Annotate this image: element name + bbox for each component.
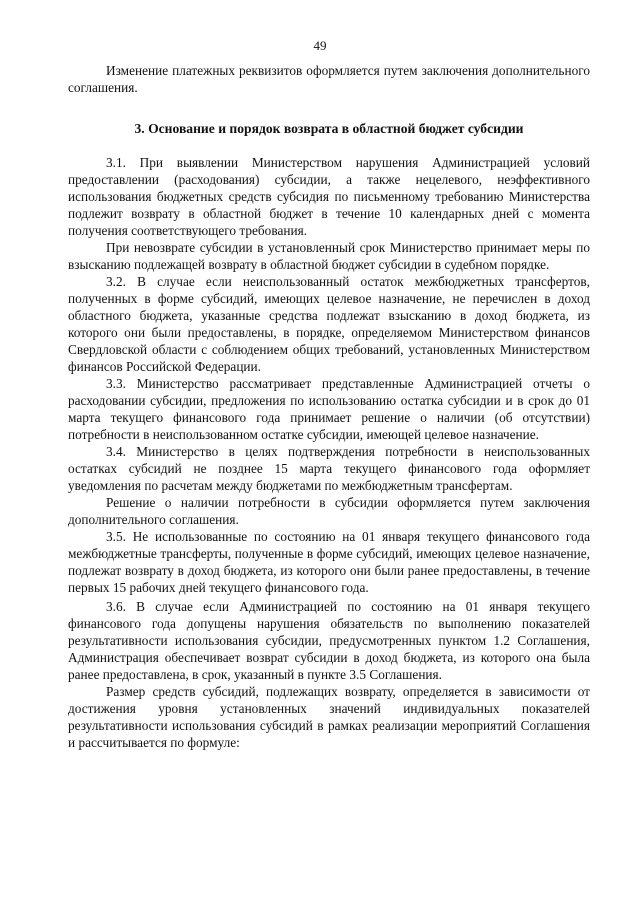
paragraph-3-3: 3.3. Министерство рассматривает представленные Администрацией отчеты о расходовании субсидии, предложения по использованию остатка субсидии и в срок до 01 марта текущего финансового года принимает решение о наличии (об отсутствии) потребности в неиспользованном остатке субсидии, имеющей целевое назначение. — [68, 376, 590, 442]
paragraph-nonreturn: При невозврате субсидии в установленный срок Министерство принимает меры по взысканию подлежащей возврату в областной бюджет субсидии в судебном порядке. — [68, 240, 590, 272]
section-title: 3. Основание и порядок возврата в областной бюджет субсидии — [134, 121, 524, 136]
paragraph-3-5: 3.5. Не использованные по состоянию на 01 января текущего финансового года межбюджетные трансферты, полученные в форме субсидий, имеющих целевое назначение, подлежат возврату в доход бюджета, из которого они были ранее предоставлены, в течение первых 15 рабочих дней текущего финансового года. — [68, 529, 590, 595]
document-body — [68, 62, 590, 751]
page-number: 49 — [313, 38, 327, 53]
paragraph-3-6: 3.6. В случае если Администрацией по состоянию на 01 января текущего финансового года допущены нарушения обязательств по выполнению показателей результативности использования субсидии, предусмотренных пунктом 1.2 Соглашения, Администрация обеспечивает возврат субсидии в доход бюджета, из которого она была ранее предоставлена, в срок, указанный в пункте 3.5 Соглашения. — [68, 599, 590, 682]
paragraph-3-2: 3.2. В случае если неиспользованный остаток межбюджетных трансфертов, полученных в форме субсидий, имеющих целевое назначение, не перечислен в доход областного бюджета, указанные средства подлежат взысканию в доход бюджета, из которого они были предоставлены, в порядке, определяемом Министерством финансов Свердловской области с соблюдением общих требований, установленных Министерством финансов Российской Федерации. — [68, 274, 590, 374]
paragraph-amount: Размер средств субсидий, подлежащих возврату, определяется в зависимости от достижения уровня установленных значений индивидуальных показателей результативности использования субсидий в рамках реализации мероприятий Соглашения и рассчитывается по формуле: — [68, 684, 590, 750]
paragraph-3-1: 3.1. При выявлении Министерством нарушения Администрацией условий предоставлении (расходования) субсидии, а также нецелевого, неэффективного использования бюджетных средств субсидия по письменному требованию Министерства подлежит возврату в областной бюджет в течение 10 календарных дней с момента получения соответствующего требования. — [68, 155, 590, 238]
paragraph-3-4: 3.4. Министерство в целях подтверждения потребности в неиспользованных остатках субсидий не позднее 15 марта текущего финансового года оформляет уведомления по расчетам между бюджетами по межбюджетным трансфертам. — [68, 444, 590, 493]
paragraph-decision: Решение о наличии потребности в субсидии оформляется путем заключения дополнительного соглашения. — [68, 495, 590, 527]
intro-paragraph: Изменение платежных реквизитов оформляется путем заключения дополнительного соглашения. — [68, 63, 590, 95]
